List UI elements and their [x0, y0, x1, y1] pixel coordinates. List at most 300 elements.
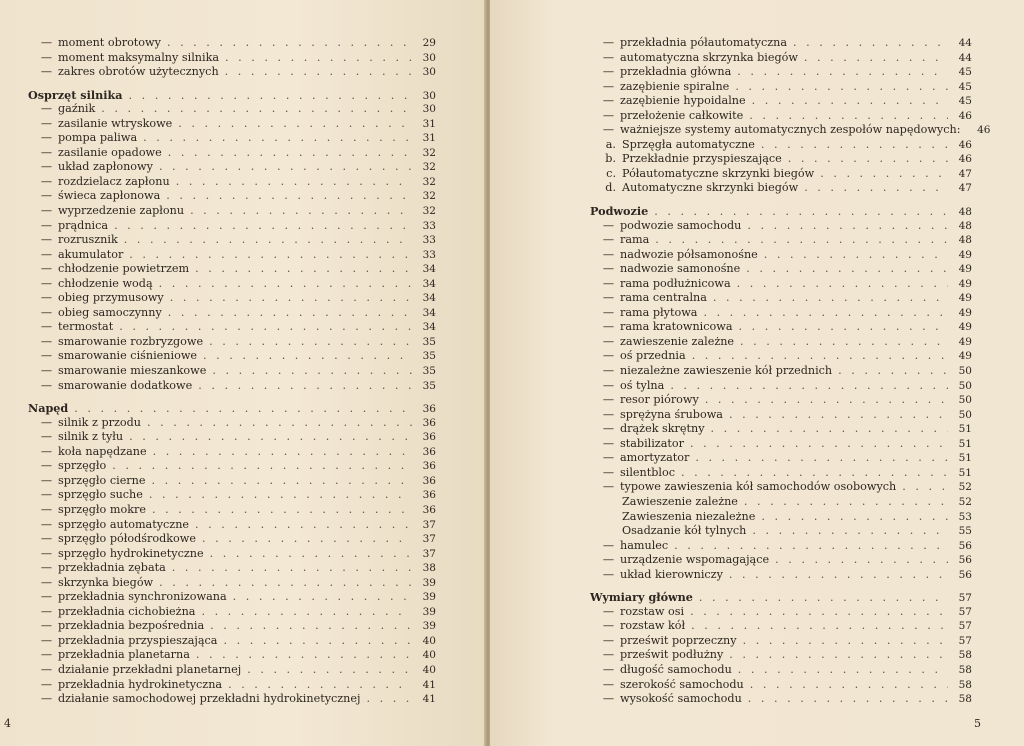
toc-entry-page-number: 49 [958, 306, 972, 319]
toc-entry-label: przekładnia hydrokinetyczna [58, 677, 223, 691]
toc-entry-page-number: 51 [958, 452, 972, 465]
toc-entry-label: szerokość samochodu [620, 677, 744, 691]
toc-entry [590, 219, 972, 234]
toc-entry-label: przekładnia półautomatyczna [620, 36, 788, 49]
toc-entry [28, 160, 436, 175]
toc-entry-marker: a. [605, 137, 616, 151]
toc-entry [590, 379, 972, 394]
toc-entry-label: gaźnik [58, 102, 96, 116]
toc-entry-page-number: 34 [422, 306, 436, 319]
toc-entry-page-number: 50 [958, 365, 972, 378]
dot-leader [101, 102, 412, 117]
toc-entry-page-number: 38 [422, 562, 436, 575]
toc-entry-label: silnik z przodu [58, 415, 141, 429]
dot-leader [167, 36, 412, 51]
toc-entry-label: podwozie samochodu [620, 218, 742, 232]
toc-entry-label: resor piórowy [620, 393, 699, 407]
toc-entry-label: nadwozie samonośne [620, 262, 741, 276]
toc-entry [590, 466, 972, 481]
toc-entry [590, 524, 972, 539]
dot-leader [128, 89, 412, 104]
dot-leader [729, 408, 948, 423]
toc-entry-label: skrzynka biegów [58, 575, 154, 589]
toc-entry-label: sprzęgło [58, 459, 107, 473]
toc-entry [28, 65, 436, 80]
toc-entry-marker: — [40, 160, 52, 174]
dot-leader [744, 495, 948, 510]
toc-entry-marker: — [40, 131, 52, 145]
toc-entry [590, 152, 972, 167]
toc-entry [28, 102, 436, 117]
dot-leader [172, 561, 412, 576]
toc-entry-page-number: 47 [958, 167, 972, 180]
toc-entry-label: zasilanie wtryskowe [58, 116, 173, 130]
toc-entry-page-number: 30 [422, 89, 436, 102]
dot-leader [74, 402, 412, 417]
toc-entry-label: przekładnia synchronizowana [58, 590, 227, 604]
toc-entry-page-number: 57 [958, 620, 972, 633]
dot-leader [655, 233, 948, 248]
toc-entry-page-number: 34 [422, 321, 436, 334]
toc-entry-marker: — [602, 218, 614, 232]
toc-entry-label: Zawieszenia niezależne [622, 509, 756, 523]
toc-entry-page-number: 36 [422, 503, 436, 516]
toc-entry-page-number: 48 [958, 219, 972, 232]
toc-entry [28, 117, 436, 132]
toc-entry-label: Zawieszenie zależne [622, 494, 738, 508]
toc-entry-marker: — [602, 108, 614, 122]
toc-entry-marker: — [40, 189, 52, 203]
toc-entry-page-number: 31 [422, 117, 436, 130]
dot-leader [788, 152, 948, 167]
toc-entry [28, 488, 436, 503]
toc-entry-marker: — [602, 648, 614, 662]
toc-entry-marker: — [40, 430, 52, 444]
toc-entry-page-number: 47 [958, 182, 972, 195]
dot-leader [775, 553, 948, 568]
toc-entry [28, 364, 436, 379]
toc-entry-page-number: 36 [422, 431, 436, 444]
toc-entry-marker: — [602, 436, 614, 450]
toc-entry-label: działanie samochodowej przekładni hydrokinetycznej [58, 692, 361, 706]
dot-leader [201, 605, 412, 620]
toc-entry-label: oś przednia [620, 349, 686, 363]
dot-leader [170, 291, 412, 306]
toc-entry [590, 123, 991, 138]
toc-entry-marker: — [40, 517, 52, 531]
toc-entry-marker: — [602, 291, 614, 305]
toc-entry-label: przekładnia zębata [58, 561, 166, 575]
toc-entry [28, 648, 436, 663]
toc-entry [28, 131, 436, 146]
toc-entry-marker: — [602, 262, 614, 276]
dot-leader [129, 248, 412, 263]
toc-entry-page-number: 45 [958, 80, 972, 93]
dot-leader [749, 109, 948, 124]
toc-entry-label: typowe zawieszenia kół samochodów osobowych [620, 480, 897, 494]
toc-entry-page-number: 39 [422, 605, 436, 618]
toc-entry-page-number: 34 [422, 277, 436, 290]
toc-entry-marker: — [40, 546, 52, 560]
toc-entry-page-number: 32 [422, 190, 436, 203]
toc-entry-marker: — [40, 444, 52, 458]
toc-entry [590, 408, 972, 423]
toc-entry [28, 459, 436, 474]
toc-entry-marker: — [602, 65, 614, 79]
toc-entry-marker: — [40, 291, 52, 305]
dot-leader [153, 445, 412, 460]
toc-entry-label: działanie przekładni planetarnej [58, 662, 242, 676]
toc-entry-marker: — [602, 422, 614, 436]
toc-entry [590, 94, 972, 109]
dot-leader [738, 663, 948, 678]
toc-entry [590, 109, 972, 124]
toc-entry [28, 233, 436, 248]
toc-entry-marker: — [40, 561, 52, 575]
toc-entry-marker: — [40, 488, 52, 502]
toc-entry-page-number: 32 [422, 161, 436, 174]
toc-entry-marker: — [602, 553, 614, 567]
toc-entry-marker: — [602, 633, 614, 647]
toc-entry-marker: — [40, 65, 52, 79]
toc-entry-marker: — [40, 247, 52, 261]
toc-entry-label: zazębienie spiralne [620, 79, 730, 93]
toc-entry-page-number: 52 [958, 495, 972, 508]
toc-entry-marker: — [602, 393, 614, 407]
toc-entry-page-number: 33 [422, 234, 436, 247]
toc-entry-page-number: 37 [422, 547, 436, 560]
dot-leader [748, 692, 948, 707]
toc-entry-marker: — [40, 364, 52, 378]
toc-entry [28, 692, 436, 707]
toc-entry-label: rozdzielacz zapłonu [58, 174, 170, 188]
toc-entry-marker: — [40, 415, 52, 429]
toc-entry-label: sprzęgło hydrokinetyczne [58, 546, 204, 560]
toc-entry-page-number: 39 [422, 576, 436, 589]
toc-entry-page-number: 36 [422, 460, 436, 473]
dot-leader [119, 320, 412, 335]
toc-entry-label: rama płytowa [620, 305, 698, 319]
toc-entry [590, 568, 972, 583]
dot-leader [752, 94, 948, 109]
toc-entry-page-number: 48 [958, 206, 972, 219]
toc-entry-page-number: 30 [422, 51, 436, 64]
toc-entry [590, 619, 972, 634]
toc-entry-label: smarowanie rozbryzgowe [58, 334, 204, 348]
toc-entry-page-number: 49 [958, 350, 972, 363]
toc-entry [590, 248, 972, 263]
toc-entry-page-number: 58 [958, 678, 972, 691]
toc-entry [28, 634, 436, 649]
toc-entry-marker: — [40, 473, 52, 487]
toc-entry-label: Automatyczne skrzynki biegów [622, 181, 799, 195]
toc-entry-label: przekładnia główna [620, 65, 732, 79]
toc-entry-page-number: 32 [422, 175, 436, 188]
page-number-left: 4 [4, 717, 11, 730]
toc-entry-page-number: 57 [958, 605, 972, 618]
dot-leader [168, 146, 412, 161]
toc-entry-label: przekładnia przyspieszająca [58, 633, 218, 647]
toc-entry [590, 510, 972, 525]
toc-entry-marker: — [602, 619, 614, 633]
toc-entry [590, 167, 972, 182]
toc-entry-marker: — [40, 320, 52, 334]
toc-entry-marker: — [602, 349, 614, 363]
dot-leader [902, 480, 948, 495]
dot-leader [223, 634, 412, 649]
toc-entry-label: drążek skrętny [620, 422, 705, 436]
toc-entry-label: zazębienie hypoidalne [620, 94, 746, 108]
toc-entry-page-number: 58 [958, 649, 972, 662]
toc-entry-page-number: 37 [422, 518, 436, 531]
toc-entry-marker: — [40, 36, 52, 49]
dot-leader [737, 277, 948, 292]
toc-entry [28, 306, 436, 321]
toc-entry-page-number: 56 [958, 554, 972, 567]
toc-entry-label: prześwit poprzeczny [620, 633, 737, 647]
toc-entry-page-number: 57 [958, 592, 972, 605]
dot-leader [202, 532, 412, 547]
toc-entry-marker: — [602, 94, 614, 108]
toc-entry-page-number: 45 [958, 66, 972, 79]
toc-entry-label: silentbloc [620, 465, 675, 479]
toc-entry-marker: — [40, 334, 52, 348]
toc-entry-label: Przekładnie przyspieszające [622, 152, 782, 166]
toc-right [590, 36, 991, 707]
dot-leader [159, 160, 412, 175]
toc-entry [590, 181, 972, 196]
toc-entry-label: oś tylna [620, 378, 665, 392]
toc-entry-marker: — [40, 692, 52, 706]
dot-leader [703, 306, 948, 321]
toc-entry-label: Osadzanie kół tylnych [622, 524, 747, 538]
toc-entry-marker: — [40, 116, 52, 130]
toc-entry-marker: — [602, 407, 614, 421]
toc-section-heading [590, 204, 972, 219]
toc-entry-label: Sprzęgła automatyczne [622, 137, 755, 151]
toc-entry [590, 495, 972, 510]
toc-entry-label: prześwit podłużny [620, 648, 724, 662]
toc-entry-page-number: 48 [958, 234, 972, 247]
dot-leader [152, 503, 412, 518]
toc-entry-page-number: 32 [422, 146, 436, 159]
dot-leader [737, 65, 948, 80]
toc-entry-label: układ zapłonowy [58, 160, 153, 174]
toc-entry-page-number: 51 [958, 423, 972, 436]
toc-entry-page-number: 35 [422, 365, 436, 378]
toc-entry-marker: — [602, 320, 614, 334]
dot-leader [764, 248, 948, 263]
toc-entry-page-number: 29 [422, 37, 436, 49]
dot-leader [761, 138, 948, 153]
toc-entry-label: pompa paliwa [58, 131, 138, 145]
dot-leader [129, 430, 412, 445]
dot-leader [166, 189, 412, 204]
dot-leader [793, 36, 948, 51]
dot-leader [690, 437, 948, 452]
toc-entry-page-number: 33 [422, 248, 436, 261]
toc-entry-page-number: 44 [958, 51, 972, 64]
toc-entry-marker: — [40, 604, 52, 618]
dot-leader [681, 466, 948, 481]
toc-entry-page-number: 39 [422, 620, 436, 633]
toc-entry-marker: — [40, 459, 52, 473]
dot-leader [112, 459, 412, 474]
toc-entry-label: prądnica [58, 218, 109, 232]
dot-leader [210, 547, 412, 562]
toc-entry [28, 445, 436, 460]
dot-leader [713, 291, 948, 306]
toc-entry-marker: — [40, 662, 52, 676]
toc-entry-marker: — [40, 276, 52, 290]
toc-entry-page-number: 53 [958, 510, 972, 523]
toc-entry-page-number: 51 [958, 437, 972, 450]
toc-entry-label: automatyczna skrzynka biegów [620, 50, 798, 64]
toc-entry-label: termostat [58, 320, 114, 334]
toc-entry-page-number: 58 [958, 693, 972, 706]
toc-entry [28, 335, 436, 350]
toc-entry-page-number: 46 [958, 153, 972, 166]
toc-entry [590, 36, 972, 51]
toc-left [28, 36, 436, 707]
toc-entry [28, 619, 436, 634]
toc-entry [590, 138, 972, 153]
dot-leader [143, 131, 412, 146]
toc-entry-page-number: 40 [422, 649, 436, 662]
toc-entry [28, 474, 436, 489]
dot-leader [190, 204, 412, 219]
toc-entry-marker: — [602, 305, 614, 319]
toc-entry-marker: — [40, 648, 52, 662]
toc-entry-label: stabilizator [620, 436, 684, 450]
toc-entry-label: zawieszenie zależne [620, 334, 735, 348]
dot-leader [699, 591, 948, 606]
toc-entry-marker: — [602, 567, 614, 581]
dot-leader [366, 692, 412, 707]
dot-leader [691, 619, 948, 634]
toc-entry-label: sprzęgło mokre [58, 502, 146, 516]
toc-entry-label: rama centralna [620, 291, 707, 305]
dot-leader [149, 488, 412, 503]
toc-entry-marker: — [40, 633, 52, 647]
dot-leader [729, 568, 948, 583]
toc-entry [28, 320, 436, 335]
toc-entry-label: rama kratownicowa [620, 320, 733, 334]
toc-entry-marker: — [602, 451, 614, 465]
toc-entry-marker: — [602, 247, 614, 261]
dot-leader [147, 416, 412, 431]
toc-entry [590, 692, 972, 707]
toc-entry-marker: — [40, 575, 52, 589]
dot-leader [752, 524, 948, 539]
dot-leader [729, 648, 948, 663]
toc-entry [590, 553, 972, 568]
toc-entry [590, 262, 972, 277]
toc-entry-page-number: 55 [958, 525, 972, 538]
dot-leader [247, 663, 412, 678]
dot-leader [114, 219, 412, 234]
toc-entry-label: chłodzenie wodą [58, 276, 153, 290]
toc-entry [590, 393, 972, 408]
toc-entry-page-number: 37 [422, 533, 436, 546]
toc-entry-marker: b. [605, 152, 616, 166]
toc-entry-page-number: 50 [958, 394, 972, 407]
toc-entry-marker: — [40, 619, 52, 633]
dot-leader [761, 510, 948, 525]
toc-entry-label: rozstaw osi [620, 604, 685, 618]
toc-entry-label: sprzęgło automatyczne [58, 517, 190, 531]
toc-entry-page-number: 36 [422, 489, 436, 502]
toc-entry-label: smarowanie ciśnieniowe [58, 349, 198, 363]
toc-entry-page-number: 41 [422, 693, 436, 706]
toc-entry-label: chłodzenie powietrzem [58, 262, 190, 276]
toc-entry [590, 349, 972, 364]
toc-entry-marker: — [602, 480, 614, 494]
toc-entry [28, 532, 436, 547]
toc-entry-label: wysokość samochodu [620, 692, 742, 706]
toc-entry [28, 678, 436, 693]
toc-entry-marker: — [602, 677, 614, 691]
toc-entry-label: układ kierowniczy [620, 567, 723, 581]
toc-entry-label: sprzęgło cierne [58, 473, 146, 487]
toc-entry-marker: — [40, 204, 52, 218]
toc-entry [28, 503, 436, 518]
toc-entry-marker: — [40, 378, 52, 392]
toc-entry-marker: — [602, 378, 614, 392]
toc-entry-label: ważniejsze systemy automatycznych zespołów napędowych: [620, 123, 961, 137]
toc-entry [28, 561, 436, 576]
dot-leader [804, 181, 948, 196]
toc-entry-marker: — [602, 334, 614, 348]
toc-entry-page-number: 40 [422, 634, 436, 647]
dot-leader [740, 335, 948, 350]
toc-section-heading [590, 590, 972, 605]
toc-entry-marker: — [602, 465, 614, 479]
toc-entry-marker: — [602, 538, 614, 552]
toc-section-heading [28, 88, 436, 103]
dot-leader [690, 605, 948, 620]
toc-entry [28, 349, 436, 364]
toc-entry-label: amortyzator [620, 451, 690, 465]
toc-entry [28, 219, 436, 234]
toc-entry-label: przekładnia planetarna [58, 648, 190, 662]
toc-entry-marker: — [602, 36, 614, 49]
toc-entry-label: hamulec [620, 538, 669, 552]
dot-leader [670, 379, 948, 394]
toc-entry-label: moment maksymalny silnika [58, 50, 220, 64]
dot-leader [746, 262, 948, 277]
toc-entry-page-number: 46 [977, 124, 991, 137]
toc-entry-marker: — [602, 364, 614, 378]
toc-entry [590, 51, 972, 66]
toc-entry-page-number: 52 [958, 481, 972, 494]
dot-leader [838, 364, 948, 379]
toc-entry-marker: — [602, 662, 614, 676]
dot-leader [210, 619, 412, 634]
dot-leader [695, 451, 948, 466]
toc-entry-page-number: 49 [958, 321, 972, 334]
toc-entry [590, 539, 972, 554]
dot-leader [735, 80, 948, 95]
toc-entry-marker: — [40, 677, 52, 691]
toc-entry-page-number: 32 [422, 205, 436, 218]
toc-entry-page-number: 36 [422, 416, 436, 429]
toc-entry-page-number: 35 [422, 379, 436, 392]
dot-leader [195, 518, 412, 533]
dot-leader [151, 474, 412, 489]
toc-entry [28, 262, 436, 277]
toc-entry [590, 320, 972, 335]
